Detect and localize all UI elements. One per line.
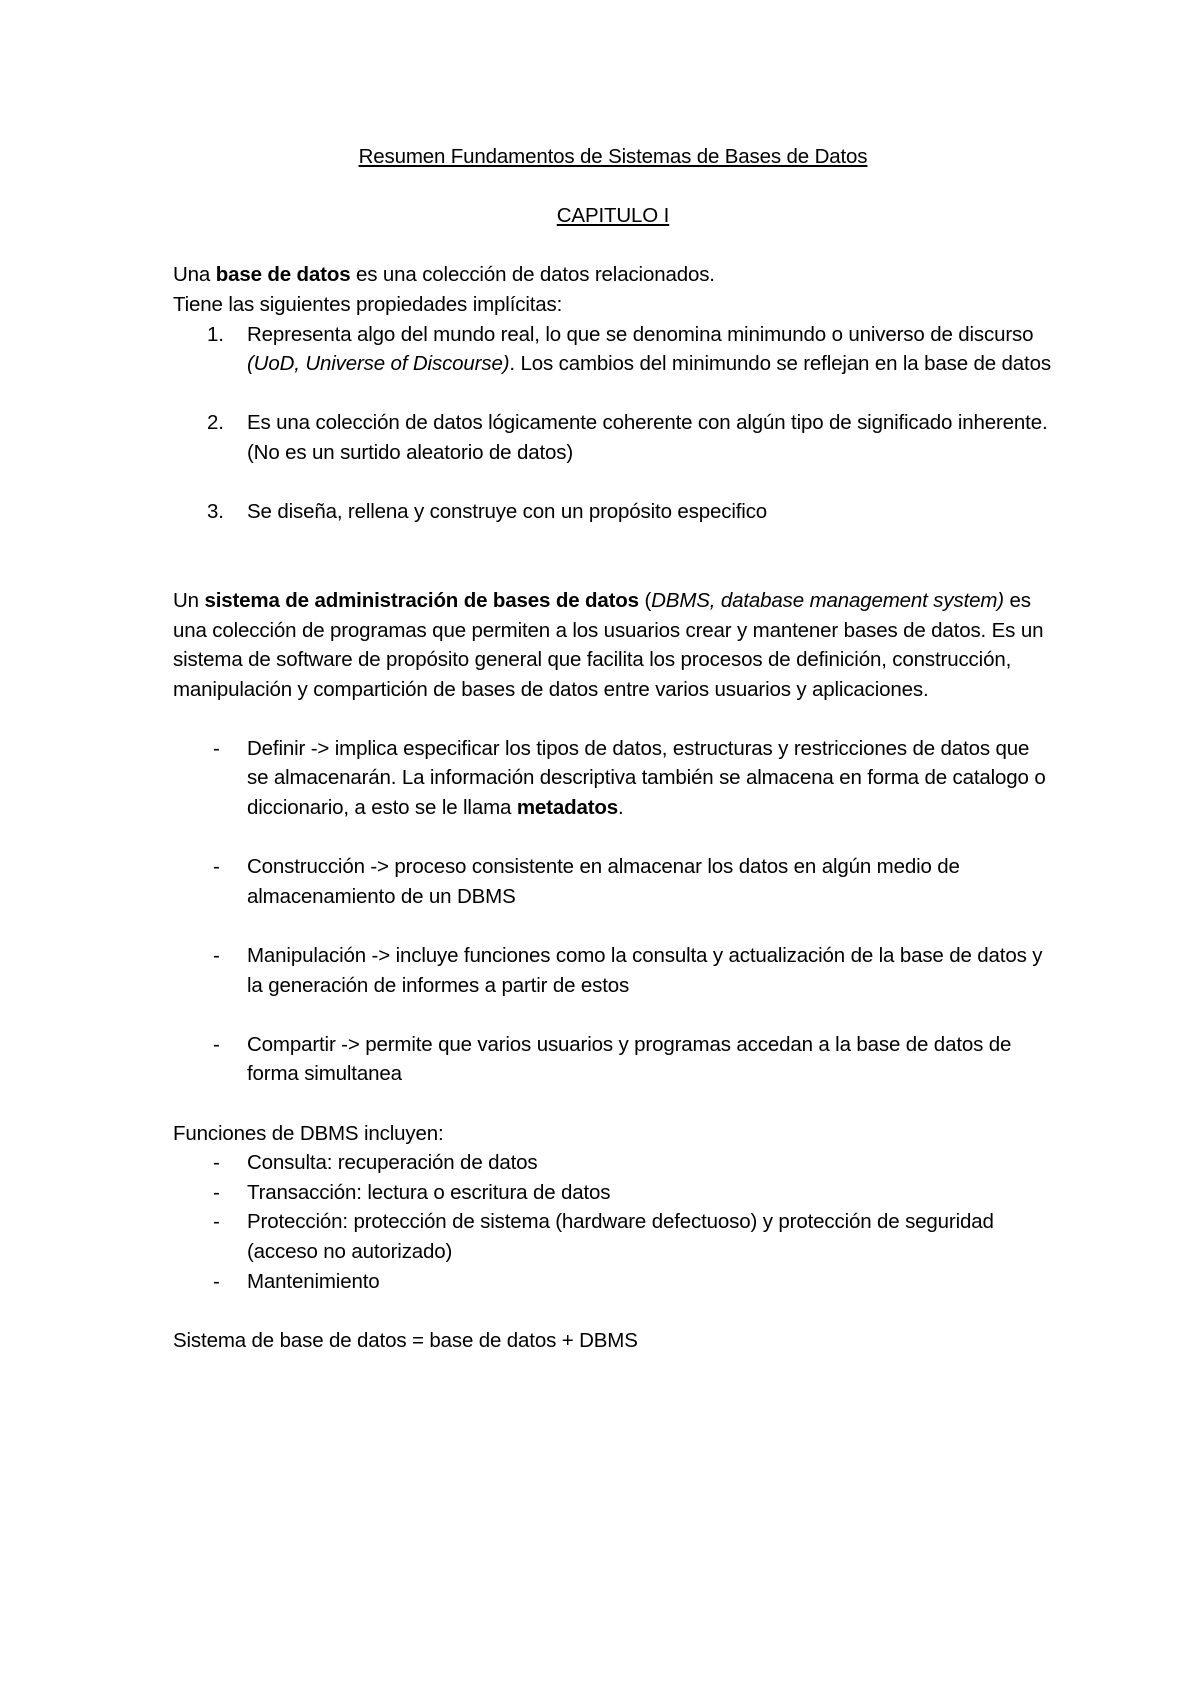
property-1-italic: (UoD, Universe of Discourse) (247, 352, 510, 376)
function-2-text: Transacción: lectura o escritura de datos (247, 1180, 611, 1204)
list-marker: - (213, 1032, 220, 1056)
list-marker: - (213, 855, 220, 879)
list-marker: - (213, 736, 220, 760)
list-item (173, 1030, 1053, 1089)
list-marker: 2. (207, 411, 224, 435)
dbms-term: sistema de administración de bases de datos (204, 588, 639, 612)
list-marker: - (213, 1180, 220, 1204)
intro-sentence (173, 260, 1053, 290)
property-1-pre: Representa algo del mundo real, lo que se denomina minimundo o universo de discurso (247, 322, 1034, 346)
list-marker: - (213, 944, 220, 968)
document-body (173, 142, 1053, 1355)
document-title: Resumen Fundamentos de Sistemas de Bases de Datos (358, 145, 868, 168)
process-1-pre: Definir -> implica especificar los tipos de datos, estructuras y restricciones de datos que se almacenarán. La información descriptiva también se almacena en forma de catalogo o diccionario, a esto se le llama (247, 736, 1046, 820)
list-item (173, 1207, 1053, 1266)
process-1-bold: metadatos (516, 796, 618, 820)
properties-intro: Tiene las siguientes propiedades implícitas: (173, 292, 563, 316)
list-marker: - (213, 1151, 220, 1175)
property-3-text: Se diseña, rellena y construye con un propósito especifico (247, 500, 768, 524)
list-item (173, 941, 1053, 1000)
function-3-text: Protección: protección de sistema (hardware defectuoso) y protección de seguridad (acceso no autorizado) (247, 1210, 994, 1263)
function-1-text: Consulta: recuperación de datos (247, 1151, 538, 1175)
list-marker: 1. (207, 322, 224, 346)
process-3-text: Manipulación -> incluye funciones como la consulta y actualización de la base de datos y la generación de informes a partir de estos (247, 944, 1043, 997)
process-4-text: Compartir -> permite que varios usuarios y programas accedan a la base de datos de forma simultanea (247, 1032, 1012, 1086)
dbms-open: ( (638, 588, 652, 612)
process-2-text: Construcción -> proceso consistente en almacenar los datos en algún medio de almacenamiento de un DBMS (247, 855, 960, 908)
list-marker: - (213, 1269, 220, 1293)
intro-pre: Una (173, 263, 216, 287)
list-item (173, 320, 1053, 379)
list-item (173, 1267, 1053, 1297)
property-2-text: Es una colección de datos lógicamente coherente con algún tipo de significado inherente. (No es un surtido aleatorio de datos) (247, 411, 1048, 464)
list-item (173, 1148, 1053, 1178)
list-item (173, 408, 1053, 467)
intro-post: es una colección de datos relacionados. (350, 263, 715, 287)
list-item (173, 734, 1053, 823)
list-marker: 3. (207, 500, 224, 524)
equation-line: Sistema de base de datos = base de datos + DBMS (173, 1328, 638, 1352)
process-1-post: . (618, 796, 624, 820)
intro-term: base de datos (215, 263, 351, 287)
list-item (173, 1178, 1053, 1208)
property-1-post: . Los cambios del minimundo se reflejan en la base de datos (509, 352, 1051, 376)
list-marker: - (213, 1210, 220, 1234)
dbms-paragraph (173, 586, 1053, 704)
dbms-italic: DBMS, database management system) (651, 588, 1004, 612)
processes-list (173, 734, 1053, 1089)
dbms-pre: Un (173, 588, 205, 612)
list-item (173, 852, 1053, 911)
functions-list (173, 1148, 1053, 1296)
properties-list (173, 320, 1053, 527)
list-item (173, 497, 1053, 527)
function-4-text: Mantenimiento (247, 1269, 380, 1293)
functions-intro: Funciones de DBMS incluyen: (173, 1121, 444, 1145)
dbms-post: es una colección de programas que permiten a los usuarios crear y mantener bases de datos. Es un sistema de software de propósito general que facilita los procesos de definición, construcción, manipulación y compartición de bases de datos entre varios usuarios y aplicaciones. (173, 588, 1044, 701)
chapter-heading: CAPITULO I (556, 204, 670, 228)
